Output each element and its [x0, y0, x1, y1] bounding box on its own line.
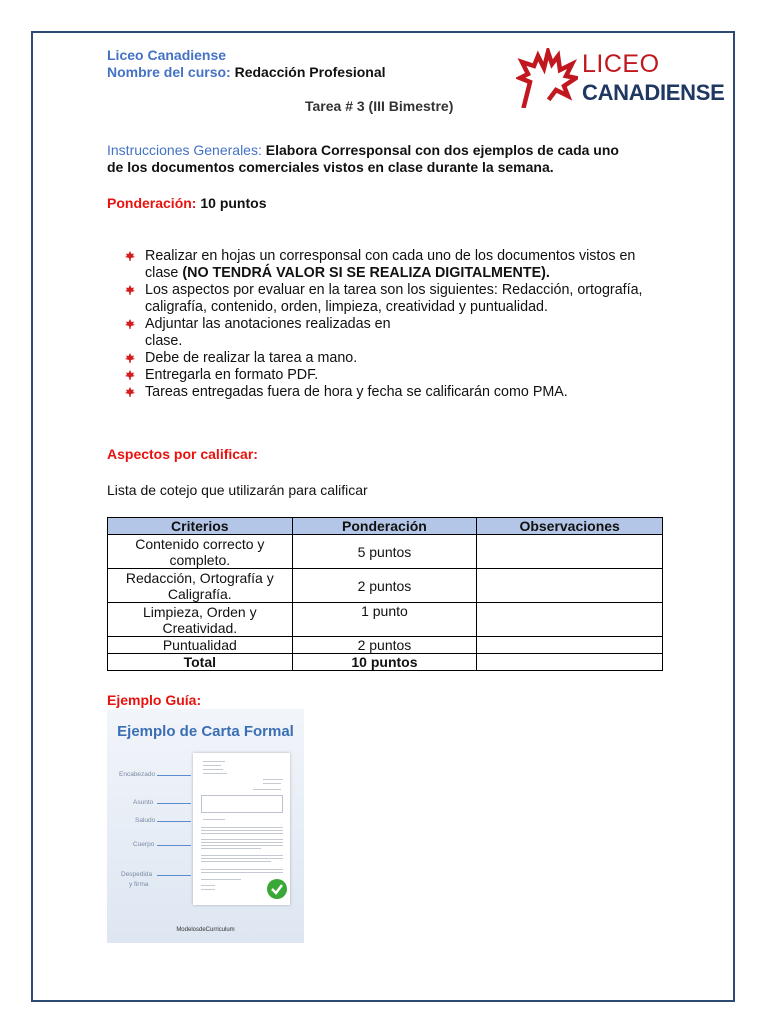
task-title: Tarea # 3 (III Bimestre): [305, 98, 454, 114]
table-cell: 2 puntos: [292, 637, 477, 654]
school-logo: [516, 48, 725, 108]
column-header: Ponderación: [292, 518, 477, 535]
label-encabezado: Encabezado: [119, 771, 156, 778]
table-cell: Redacción, Ortografía y Caligrafía.: [108, 569, 293, 603]
course-line: [107, 64, 386, 81]
maple-leaf-icon: [516, 48, 578, 108]
table-cell: 10 puntos: [292, 654, 477, 671]
list-item: [124, 282, 694, 316]
column-header: Observaciones: [477, 518, 663, 535]
course-value: Redacción Profesional: [234, 64, 386, 80]
list-item-text: Entregarla en formato PDF.: [145, 367, 319, 383]
table-cell: [477, 603, 663, 637]
instruction-list: [124, 248, 694, 401]
table-cell: Total: [108, 654, 293, 671]
school-name: Liceo Canadiense: [107, 47, 227, 63]
list-item: [124, 384, 694, 401]
table-cell: 5 puntos: [292, 535, 477, 569]
label-despedida: Despedida: [121, 871, 153, 878]
table-cell: [477, 569, 663, 603]
list-item: [124, 367, 694, 384]
logo-text-liceo: LICEO: [582, 50, 660, 78]
table-row: [108, 637, 663, 654]
maple-leaf-bullet-icon: [124, 369, 136, 381]
table-cell: Limpieza, Orden y Creatividad.: [108, 603, 293, 637]
aspects-intro: Lista de cotejo que utilizarán para calificar: [107, 482, 368, 498]
table-cell: Contenido correcto y completo.: [108, 535, 293, 569]
weighting-line: [107, 195, 266, 212]
list-item: [124, 316, 694, 350]
list-item: [124, 350, 694, 367]
table-header-row: [108, 518, 663, 535]
maple-leaf-bullet-icon: [124, 386, 136, 398]
label-cuerpo: Cuerpo: [133, 841, 155, 848]
table-row: [108, 535, 663, 569]
example-heading: Ejemplo Guía:: [107, 692, 202, 708]
list-item-text: clase (NO TENDRÁ VALOR SI SE REALIZA DIGITALMENTE).: [145, 265, 550, 281]
table-cell: [477, 535, 663, 569]
list-item-text: Realizar en hojas un corresponsal con cada uno de los documentos vistos en: [145, 248, 636, 264]
weighting-label: Ponderación:: [107, 195, 197, 211]
table-row: [108, 569, 663, 603]
list-item-text: Debe de realizar la tarea a mano.: [145, 350, 358, 366]
maple-leaf-bullet-icon: [124, 284, 136, 296]
table-row: [108, 603, 663, 637]
table-cell: [477, 637, 663, 654]
course-label: Nombre del curso:: [107, 64, 231, 80]
list-item-text: caligrafía, contenido, orden, limpieza, creatividad y puntualidad.: [145, 299, 548, 315]
label-saludo: Saludo: [135, 817, 156, 824]
instructions-label: Instrucciones Generales:: [107, 142, 262, 158]
label-asunto: Asunto: [133, 799, 154, 806]
emphasis-text: (NO TENDRÁ VALOR SI SE REALIZA DIGITALMENTE).: [182, 265, 550, 281]
table-cell: 1 punto: [292, 603, 477, 637]
weighting-value: 10 puntos: [200, 195, 267, 211]
list-item-text: clase.: [145, 333, 183, 349]
table-cell: Puntualidad: [108, 637, 293, 654]
maple-leaf-bullet-icon: [124, 250, 136, 262]
table-cell: [477, 654, 663, 671]
list-item-text: Tareas entregadas fuera de hora y fecha se calificarán como PMA.: [145, 384, 568, 400]
instructions-text-1: Elabora Corresponsal con dos ejemplos de cada uno: [265, 142, 619, 158]
rubric-table: [107, 517, 663, 671]
aspects-heading: Aspectos por calificar:: [107, 446, 258, 462]
label-firma: y firma: [129, 881, 149, 888]
list-item: [124, 248, 694, 282]
checkmark-icon: [267, 879, 287, 899]
general-instructions: [107, 142, 707, 176]
list-item-text: Adjuntar las anotaciones realizadas en: [145, 316, 391, 332]
table-cell: 2 puntos: [292, 569, 477, 603]
maple-leaf-bullet-icon: [124, 352, 136, 364]
logo-text-canadiense: CANADIENSE: [582, 80, 725, 105]
instructions-text-2: de los documentos comerciales vistos en clase durante la semana.: [107, 159, 554, 175]
table-total-row: [108, 654, 663, 671]
example-image-footer: ModelosdeCurriculum: [176, 927, 235, 933]
example-image: [107, 709, 304, 943]
list-item-text: Los aspectos por evaluar en la tarea son los siguientes: Redacción, ortografía,: [145, 282, 643, 298]
maple-leaf-bullet-icon: [124, 318, 136, 330]
example-image-title: Ejemplo de Carta Formal: [117, 723, 294, 740]
column-header: Criterios: [108, 518, 293, 535]
